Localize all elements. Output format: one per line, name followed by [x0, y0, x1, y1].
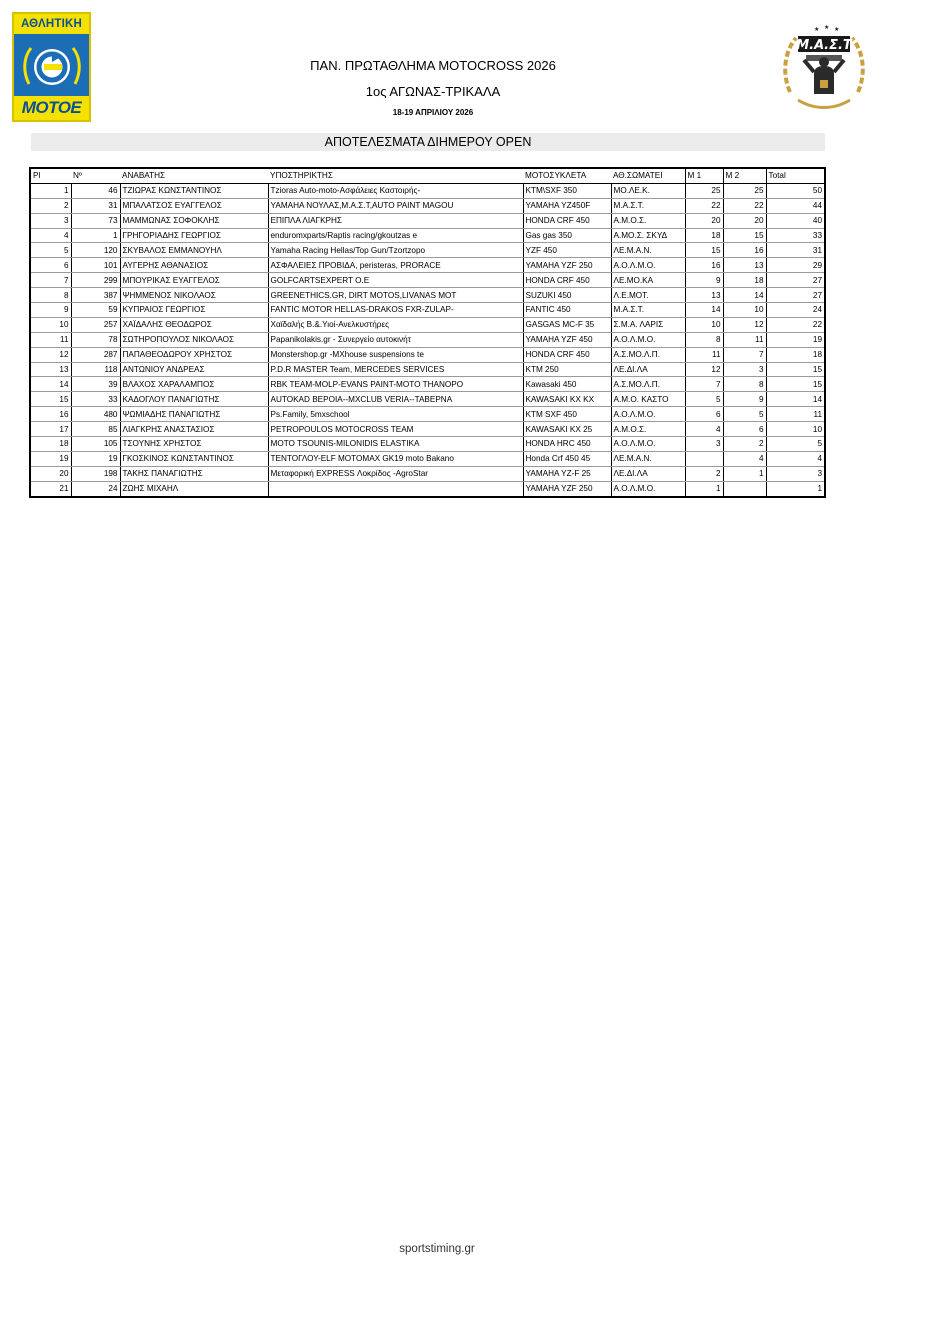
- cell-m1: 11: [685, 347, 723, 362]
- cell-motorcycle: YAMAHA YZ450F: [523, 198, 611, 213]
- cell-m1: 25: [685, 183, 723, 198]
- cell-rider: ΠΑΠΑΘΕΟΔΩΡΟΥ ΧΡΗΣΤΟΣ: [120, 347, 268, 362]
- cell-m1: 6: [685, 407, 723, 422]
- cell-number: 198: [71, 466, 120, 481]
- cell-number: 257: [71, 317, 120, 332]
- svg-text:Μ.Α.Σ.Τ: Μ.Α.Σ.Τ: [796, 38, 852, 53]
- table-row: [31, 392, 824, 407]
- cell-club: ΛΕ.Μ.Α.Ν.: [611, 243, 685, 258]
- cell-total: 10: [766, 422, 824, 437]
- cell-motorcycle: KAWASAKI KX KX: [523, 392, 611, 407]
- cell-number: 120: [71, 243, 120, 258]
- cell-number: 118: [71, 362, 120, 377]
- table-row: [31, 377, 824, 392]
- cell-total: 24: [766, 303, 824, 318]
- cell-sponsor: FANTIC MOTOR HELLAS-DRAKOS FXR-ZULAP-: [268, 303, 523, 318]
- cell-motorcycle: KAWASAKI KX 25: [523, 422, 611, 437]
- cell-club: ΛΕ.ΔΙ.ΛΑ: [611, 362, 685, 377]
- cell-m1: 9: [685, 273, 723, 288]
- cell-sponsor: Ps.Family, 5mxschool: [268, 407, 523, 422]
- cell-m2: 25: [723, 183, 766, 198]
- cell-sponsor: ΕΠΙΠΛΑ ΛΙΑΓΚΡΗΣ: [268, 213, 523, 228]
- col-header-total: Total: [766, 169, 824, 183]
- cell-pl: 17: [31, 422, 71, 437]
- cell-m2: 12: [723, 317, 766, 332]
- cell-m2: 2: [723, 437, 766, 452]
- cell-sponsor: Tzioras Auto-moto-Ασφάλειες Καστοιρής-: [268, 183, 523, 198]
- cell-number: 480: [71, 407, 120, 422]
- table-row: [31, 273, 824, 288]
- cell-number: 299: [71, 273, 120, 288]
- cell-pl: 13: [31, 362, 71, 377]
- cell-total: 5: [766, 437, 824, 452]
- cell-pl: 11: [31, 332, 71, 347]
- cell-sponsor: MOTO TSOUNIS-MILONIDIS ELASTIKA: [268, 437, 523, 452]
- cell-m2: [723, 481, 766, 495]
- cell-rider: ΤΖΙΩΡΑΣ ΚΩΝΣΤΑΝΤΙΝΟΣ: [120, 183, 268, 198]
- cell-sponsor: GOLFCARTSEXPERT O.E: [268, 273, 523, 288]
- cell-motorcycle: HONDA CRF 450: [523, 213, 611, 228]
- cell-m2: 18: [723, 273, 766, 288]
- cell-sponsor: enduromxparts/Raptis racing/gkoutzas e: [268, 228, 523, 243]
- logo-left-top-text: ΑΘΛΗΤΙΚΗ: [14, 14, 89, 34]
- page-subtitle: 1ος ΑΓΩΝΑΣ-ΤΡΙΚΑΛΑ: [365, 84, 501, 99]
- cell-rider: ΣΚΥΒΑΛΟΣ ΕΜΜΑΝΟΥΗΛ: [120, 243, 268, 258]
- cell-m1: 22: [685, 198, 723, 213]
- cell-m2: 10: [723, 303, 766, 318]
- cell-total: 3: [766, 466, 824, 481]
- cell-sponsor: YAMAHA ΝΟΥΛΑΣ,Μ.Α.Σ.Τ,AUTO PAINT MAGOU: [268, 198, 523, 213]
- cell-motorcycle: SUZUKI 450: [523, 288, 611, 303]
- cell-total: 33: [766, 228, 824, 243]
- cell-sponsor: PETROPOULOS MOTOCROSS TEAM: [268, 422, 523, 437]
- cell-total: 29: [766, 258, 824, 273]
- cell-number: 101: [71, 258, 120, 273]
- table-row: [31, 332, 824, 347]
- cell-total: 18: [766, 347, 824, 362]
- cell-pl: 3: [31, 213, 71, 228]
- cell-motorcycle: YAMAHA YZF 250: [523, 258, 611, 273]
- cell-rider: ΨΩΜΙΑΔΗΣ ΠΑΝΑΓΙΩΤΗΣ: [120, 407, 268, 422]
- table-row: [31, 303, 824, 318]
- cell-total: 27: [766, 288, 824, 303]
- table-row: [31, 407, 824, 422]
- cell-club: Μ.Α.Σ.Τ.: [611, 303, 685, 318]
- cell-total: 44: [766, 198, 824, 213]
- page-title: ΠΑΝ. ΠΡΩΤΑΘΛΗΜΑ MOTOCROSS 2026: [310, 58, 556, 73]
- cell-m1: 8: [685, 332, 723, 347]
- cell-sponsor: Yamaha Racing Hellas/Top Gun/Tzortzopo: [268, 243, 523, 258]
- cell-m2: 15: [723, 228, 766, 243]
- footer-source: sportstiming.gr: [399, 1243, 475, 1255]
- event-date: 18-19 ΑΠΡΙΛΙΟΥ 2026: [392, 108, 474, 117]
- cell-rider: ΛΙΑΓΚΡΗΣ ΑΝΑΣΤΑΣΙΟΣ: [120, 422, 268, 437]
- col-header-motorcycle: ΜΟΤΟΣΥΚΛΕΤΑ: [523, 169, 611, 183]
- cell-total: 11: [766, 407, 824, 422]
- cell-m2: 6: [723, 422, 766, 437]
- cell-sponsor: Monstershop.gr -MXhouse suspensions te: [268, 347, 523, 362]
- cell-m1: 13: [685, 288, 723, 303]
- svg-text:★: ★: [834, 27, 840, 33]
- cell-number: 387: [71, 288, 120, 303]
- cell-pl: 8: [31, 288, 71, 303]
- cell-rider: ΑΥΓΕΡΗΣ ΑΘΑΝΑΣΙΟΣ: [120, 258, 268, 273]
- cell-sponsor: GREENETHICS.GR, DIRT MOTOS,LIVANAS MOT: [268, 288, 523, 303]
- cell-motorcycle: Kawasaki 450: [523, 377, 611, 392]
- cell-pl: 6: [31, 258, 71, 273]
- cell-sponsor: [268, 481, 523, 495]
- cell-m2: 7: [723, 347, 766, 362]
- cell-motorcycle: YAMAHA YZF 250: [523, 481, 611, 495]
- cell-rider: ΑΝΤΩΝΙΟΥ ΑΝΔΡΕΑΣ: [120, 362, 268, 377]
- cell-motorcycle: FANTIC 450: [523, 303, 611, 318]
- cell-m2: 14: [723, 288, 766, 303]
- cell-motorcycle: HONDA HRC 450: [523, 437, 611, 452]
- cell-club: ΜΟ.ΛΕ.Κ.: [611, 183, 685, 198]
- cell-club: ΛΕ.ΜΟ.ΚΑ: [611, 273, 685, 288]
- table-row: [31, 422, 824, 437]
- col-header-rider: ΑΝΑΒΑΤΗΣ: [120, 169, 268, 183]
- cell-sponsor: Χαϊδαλής Β.&.Υιοί-Ανελκυστήρες: [268, 317, 523, 332]
- cell-motorcycle: HONDA CRF 450: [523, 273, 611, 288]
- cell-m1: 2: [685, 466, 723, 481]
- table-row: [31, 258, 824, 273]
- cell-club: Α.Μ.Ο.Σ.: [611, 213, 685, 228]
- cell-motorcycle: Honda Crf 450 45: [523, 451, 611, 466]
- cell-rider: ΜΑΜΜΩΝΑΣ ΣΟΦΟΚΛΗΣ: [120, 213, 268, 228]
- col-header-number: Nº: [71, 169, 120, 183]
- cell-club: Α.Ο.Λ.Μ.Ο.: [611, 332, 685, 347]
- cell-number: 39: [71, 377, 120, 392]
- results-table: [31, 169, 824, 496]
- col-header-sponsor: ΥΠΟΣΤΗΡΙΚΤΗΣ: [268, 169, 523, 183]
- cell-pl: 10: [31, 317, 71, 332]
- cell-pl: 4: [31, 228, 71, 243]
- cell-motorcycle: YAMAHA YZF 450: [523, 332, 611, 347]
- col-header-pl: Pl: [31, 169, 71, 183]
- cell-club: Α.Μ.Ο. ΚΑΣΤΟ: [611, 392, 685, 407]
- results-table-container: [29, 167, 826, 498]
- cell-total: 19: [766, 332, 824, 347]
- svg-text:★: ★: [824, 25, 830, 31]
- cell-m2: 22: [723, 198, 766, 213]
- cell-m1: [685, 451, 723, 466]
- cell-motorcycle: KTM 250: [523, 362, 611, 377]
- col-header-m1: M 1: [685, 169, 723, 183]
- cell-motorcycle: KTM SXF 450: [523, 407, 611, 422]
- cell-pl: 15: [31, 392, 71, 407]
- cell-pl: 2: [31, 198, 71, 213]
- cell-number: 1: [71, 228, 120, 243]
- cell-rider: ΚΑΔΟΓΛΟΥ ΠΑΝΑΓΙΩΤΗΣ: [120, 392, 268, 407]
- cell-number: 78: [71, 332, 120, 347]
- cell-number: 105: [71, 437, 120, 452]
- cell-number: 46: [71, 183, 120, 198]
- cell-club: Α.Ο.Λ.Μ.Ο.: [611, 258, 685, 273]
- cell-number: 33: [71, 392, 120, 407]
- table-row: [31, 288, 824, 303]
- cell-rider: ΚΥΠΡΑΙΟΣ ΓΕΩΡΓΙΟΣ: [120, 303, 268, 318]
- cell-pl: 19: [31, 451, 71, 466]
- cell-m2: 5: [723, 407, 766, 422]
- col-header-club: ΑΘ.ΣΩΜΑΤΕΙ: [611, 169, 685, 183]
- cell-club: Α.Ο.Λ.Μ.Ο.: [611, 407, 685, 422]
- cell-m1: 5: [685, 392, 723, 407]
- cell-total: 27: [766, 273, 824, 288]
- cell-total: 31: [766, 243, 824, 258]
- cell-m1: 4: [685, 422, 723, 437]
- cell-m2: 1: [723, 466, 766, 481]
- cell-pl: 9: [31, 303, 71, 318]
- cell-pl: 16: [31, 407, 71, 422]
- cell-m2: 8: [723, 377, 766, 392]
- cell-motorcycle: Gas gas 350: [523, 228, 611, 243]
- cell-m2: 20: [723, 213, 766, 228]
- cell-sponsor: Μεταφορική EXPRESS Λοκρίδος -AgroStar: [268, 466, 523, 481]
- cell-rider: ΖΩΗΣ ΜΙΧΑΗΛ: [120, 481, 268, 495]
- cell-number: 287: [71, 347, 120, 362]
- cell-club: ΛΕ.ΔΙ.ΛΑ: [611, 466, 685, 481]
- table-row: [31, 437, 824, 452]
- cell-number: 59: [71, 303, 120, 318]
- cell-number: 24: [71, 481, 120, 495]
- cell-m2: 3: [723, 362, 766, 377]
- cell-club: Α.Μ.Ο.Σ.: [611, 422, 685, 437]
- cell-sponsor: ΤΕΝΤΟΓΛΟΥ-ELF MOTOMAX GK19 moto Bakano: [268, 451, 523, 466]
- table-row: [31, 451, 824, 466]
- cell-m1: 1: [685, 481, 723, 495]
- cell-pl: 5: [31, 243, 71, 258]
- table-row: [31, 198, 824, 213]
- cell-number: 31: [71, 198, 120, 213]
- cell-club: Α.Ο.Λ.Μ.Ο.: [611, 437, 685, 452]
- cell-club: Σ.Μ.Α. ΛΑΡΙΣ: [611, 317, 685, 332]
- cell-rider: ΓΚΟΣΚΙΝΟΣ ΚΩΝΣΤΑΝΤΙΝΟΣ: [120, 451, 268, 466]
- col-header-m2: M 2: [723, 169, 766, 183]
- cell-pl: 21: [59, 484, 69, 494]
- cell-total: 14: [766, 392, 824, 407]
- cell-motorcycle: HONDA CRF 450: [523, 347, 611, 362]
- cell-m1: 15: [685, 243, 723, 258]
- results-body: [31, 183, 824, 495]
- cell-club: Μ.Α.Σ.Τ.: [611, 198, 685, 213]
- cell-total: 4: [766, 451, 824, 466]
- cell-pl: 12: [31, 347, 71, 362]
- cell-club: ΛΕ.Μ.Α.Ν.: [611, 451, 685, 466]
- table-row: [31, 317, 824, 332]
- cell-m2: 11: [723, 332, 766, 347]
- cell-m2: 13: [723, 258, 766, 273]
- cell-sponsor: Papanikolakis.gr - Συνεργείο αυτοκινήτ: [268, 332, 523, 347]
- cell-club: Α.Σ.ΜΟ.Λ.Π.: [611, 377, 685, 392]
- cell-sponsor: RBK TEAM-MOLP-EVANS PAINT-MOTO THANOPO: [268, 377, 523, 392]
- table-row: [31, 347, 824, 362]
- table-row: [31, 481, 824, 495]
- cell-club: Α.Ο.Λ.Μ.Ο.: [611, 481, 685, 495]
- cell-m1: 14: [685, 303, 723, 318]
- cell-number: 19: [71, 451, 120, 466]
- cell-rider: ΨΗΜΜΕΝΟΣ ΝΙΚΟΛΑΟΣ: [120, 288, 268, 303]
- results-banner: ΑΠΟΤΕΛΕΣΜΑΤΑ ΔΙΗΜΕΡΟΥ OPEN: [31, 133, 825, 151]
- cell-pl: 14: [31, 377, 71, 392]
- cell-m1: 12: [685, 362, 723, 377]
- cell-club: Α.ΜΟ.Σ. ΣΚΥΔ: [611, 228, 685, 243]
- cell-total: 15: [766, 362, 824, 377]
- cell-club: Α.Σ.ΜΟ.Λ.Π.: [611, 347, 685, 362]
- cell-motorcycle: GASGAS MC-F 35: [523, 317, 611, 332]
- cell-rider: ΒΛΑΧΟΣ ΧΑΡΑΛΑΜΠΟΣ: [120, 377, 268, 392]
- cell-rider: ΣΩΤΗΡΟΠΟΥΛΟΣ ΝΙΚΟΛΑΟΣ: [120, 332, 268, 347]
- table-row: [31, 228, 824, 243]
- cell-m1: 16: [685, 258, 723, 273]
- table-row: [31, 243, 824, 258]
- cell-sponsor: P.D.R MASTER Team, MERCEDES SERVICES: [268, 362, 523, 377]
- cell-total: 1: [766, 481, 824, 495]
- cell-total: 50: [766, 183, 824, 198]
- cell-total: 22: [766, 317, 824, 332]
- cell-pl: 20: [31, 466, 71, 481]
- cell-m1: 18: [685, 228, 723, 243]
- cell-motorcycle: KTM\SXF 350: [523, 183, 611, 198]
- table-row: [31, 466, 824, 481]
- cell-rider: ΜΠΟΥΡΙΚΑΣ ΕΥΑΓΓΕΛΟΣ: [120, 273, 268, 288]
- cell-club: Λ.Ε.ΜΟΤ.: [611, 288, 685, 303]
- svg-text:★: ★: [814, 27, 820, 33]
- cell-pl: 18: [31, 437, 71, 452]
- cell-pl: 1: [31, 183, 71, 198]
- cell-sponsor: AUTOKAD ΒΕΡΟΙΑ--MXCLUB VERIA--ΤΑΒΕΡΝΑ: [268, 392, 523, 407]
- cell-rider: ΓΡΗΓΟΡΙΑΔΗΣ ΓΕΩΡΓΙΟΣ: [120, 228, 268, 243]
- cell-total: 40: [766, 213, 824, 228]
- table-row: [31, 183, 824, 198]
- cell-m1: 7: [685, 377, 723, 392]
- cell-pl: 7: [31, 273, 71, 288]
- cell-m1: 10: [685, 317, 723, 332]
- cell-rider: ΧΑΪΔΑΛΗΣ ΘΕΟΔΩΡΟΣ: [120, 317, 268, 332]
- cell-m2: 4: [723, 451, 766, 466]
- cell-m2: 9: [723, 392, 766, 407]
- cell-m2: 16: [723, 243, 766, 258]
- cell-number: 73: [71, 213, 120, 228]
- cell-rider: ΜΠΑΛΑΤΣΟΣ ΕΥΑΓΓΕΛΟΣ: [120, 198, 268, 213]
- cell-m1: 3: [685, 437, 723, 452]
- cell-sponsor: ΑΣΦΑΛΕΙΕΣ ΠΡΟΒΙΔΑ, peristeras, PRORACE: [268, 258, 523, 273]
- table-header-row: [31, 169, 824, 183]
- cell-rider: ΤΑΚΗΣ ΠΑΝΑΓΙΩΤΗΣ: [120, 466, 268, 481]
- cell-m1: 20: [685, 213, 723, 228]
- table-row: [31, 213, 824, 228]
- logo-left-bottom-text: ΜΟΤΟΕ: [14, 96, 89, 120]
- cell-total: 15: [766, 377, 824, 392]
- cell-rider: ΤΣΟΥΝΗΣ ΧΡΗΣΤΟΣ: [120, 437, 268, 452]
- cell-motorcycle: YZF 450: [523, 243, 611, 258]
- cell-number: 85: [71, 422, 120, 437]
- cell-motorcycle: YAMAHA YZ-F 25: [523, 466, 611, 481]
- table-row: [31, 362, 824, 377]
